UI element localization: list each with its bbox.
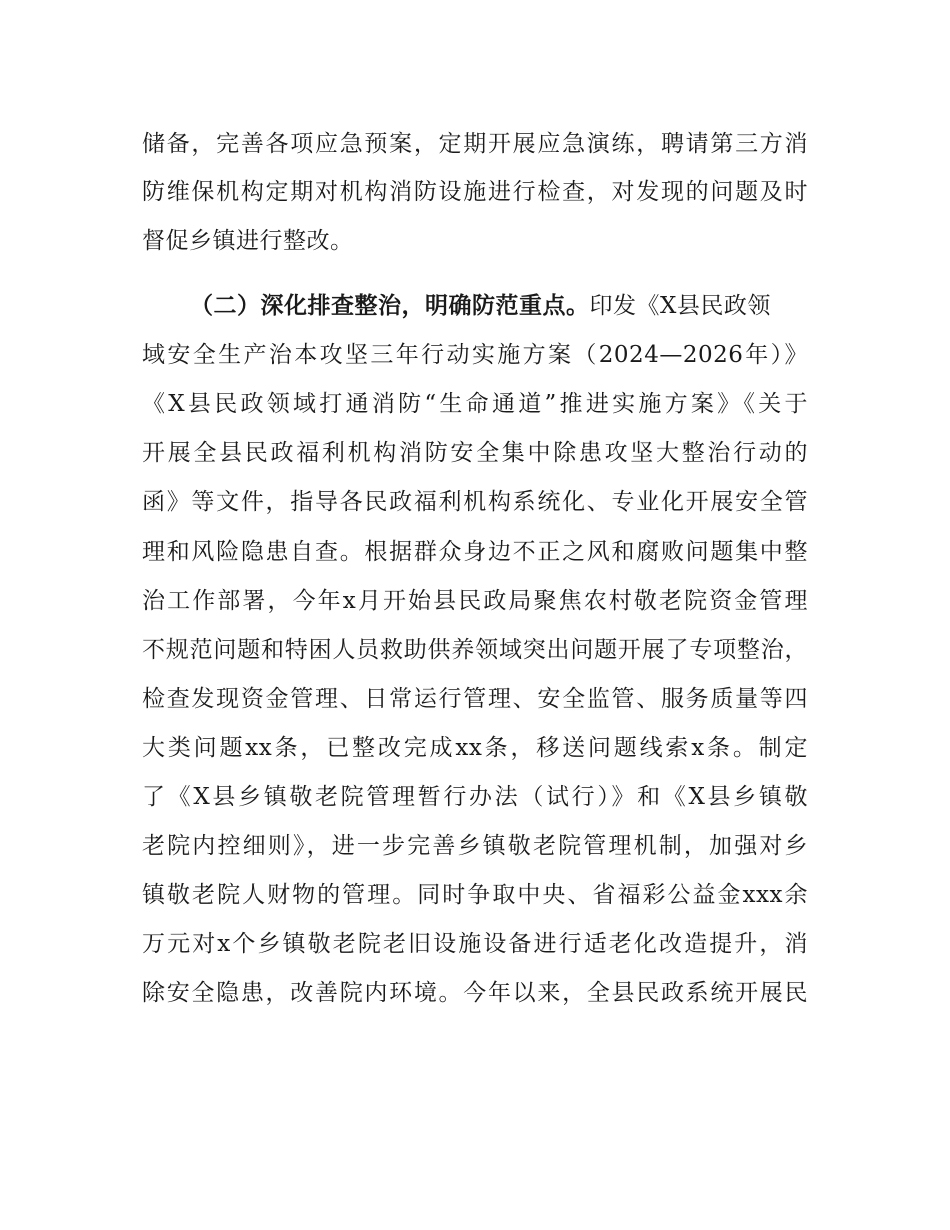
paragraph-2-line: 大类问题xx条，已整改完成xx条，移送问题线索x条。制定 xyxy=(142,735,808,761)
paragraph-1-line-3: 督促乡镇进行整改。 xyxy=(142,228,354,254)
paragraph-1-line-1: 储备，完善各项应急预案，定期开展应急演练，聘请第三方消 xyxy=(142,131,808,157)
paragraph-2-first-line xyxy=(190,291,771,321)
paragraph-2-line: 万元对x个乡镇敬老院老旧设施设备进行适老化改造提升，消 xyxy=(142,931,808,957)
paragraph-2-line: 不规范问题和特困人员救助供养领域突出问题开展了专项整治， xyxy=(142,637,808,663)
paragraph-2-line: 了《X县乡镇敬老院管理暂行办法（试行）》和《X县乡镇敬 xyxy=(142,784,808,810)
paragraph-2-first-line-text: 印发《X县民政领 xyxy=(589,293,771,319)
paragraph-1-line-2: 防维保机构定期对机构消防设施进行检查，对发现的问题及时 xyxy=(142,179,808,205)
paragraph-2-line: 理和风险隐患自查。根据群众身边不正之风和腐败问题集中整 xyxy=(142,539,808,565)
section-heading: （二）深化排查整治，明确防范重点。 xyxy=(190,293,590,319)
paragraph-2-line: 镇敬老院人财物的管理。同时争取中央、省福彩公益金xxx余 xyxy=(142,882,808,908)
paragraph-2-line: 治工作部署，今年x月开始县民政局聚焦农村敬老院资金管理 xyxy=(142,588,808,614)
paragraph-2-line: 除安全隐患，改善院内环境。今年以来，全县民政系统开展民 xyxy=(142,980,808,1006)
paragraph-2-line: 老院内控细则》，进一步完善乡镇敬老院管理机制，加强对乡 xyxy=(142,833,808,859)
paragraph-2-line: 《X县民政领域打通消防“生命通道”推进实施方案》《关于 xyxy=(142,391,808,417)
paragraph-2-line: 检查发现资金管理、日常运行管理、安全监管、服务质量等四 xyxy=(142,686,808,712)
paragraph-2-line: 函》等文件，指导各民政福利机构系统化、专业化开展安全管 xyxy=(142,489,808,515)
paragraph-2-line: 开展全县民政福利机构消防安全集中除患攻坚大整治行动的 xyxy=(142,440,808,466)
paragraph-2-line: 域安全生产治本攻坚三年行动实施方案（2024—2026年）》 xyxy=(142,342,808,368)
